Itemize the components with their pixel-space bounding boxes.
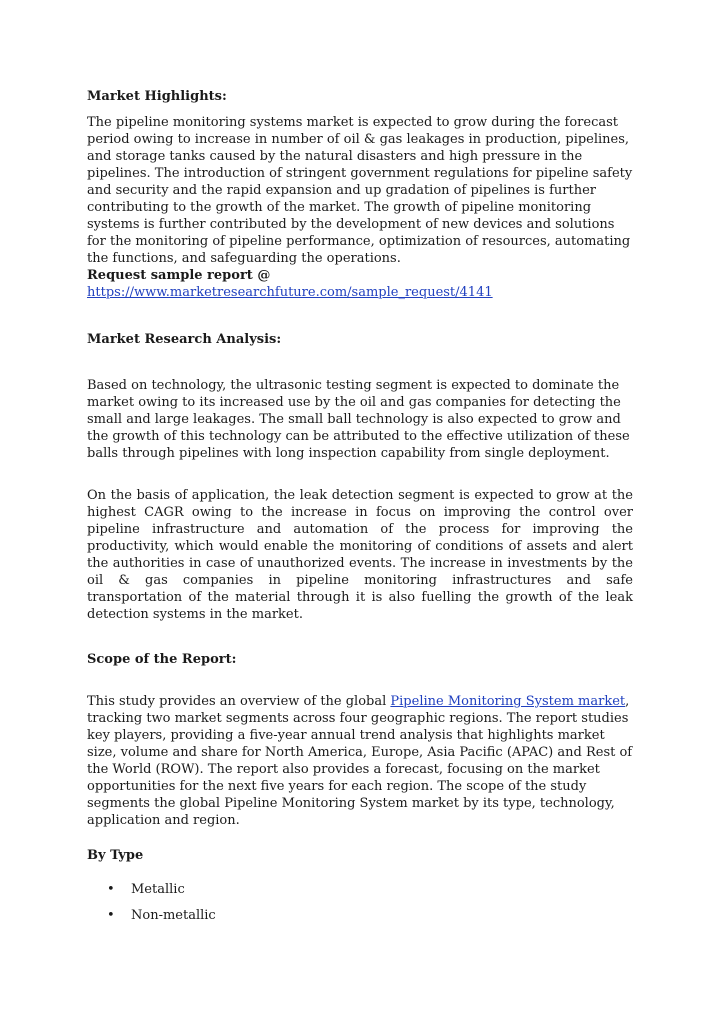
request-sample-label: Request sample report @ [87,268,271,283]
scope-text-start: This study provides an overview of the global [87,694,391,709]
market-highlights-heading: Market Highlights: [87,89,227,104]
scope-heading: Scope of the Report: [87,652,237,667]
list-item [87,881,633,907]
market-highlights-paragraph: The pipeline monitoring systems market is expected to grow during the forecast period owing to increase in number of oil & gas leakages in production, pipelines, and storage tanks caused by the natural disasters and high pressure in the pipelines. The introduction of stringent government regulations for pipeline safety and security and the rapid expansion and up gradation of pipelines is further contributing to the growth of the market. The growth of pipeline monitoring systems is further contributed by the development of new devices and solutions for the monitoring of pipeline performance, optimization of resources, automating the functions, and safeguarding the operations. [87,115,633,266]
application-paragraph: On the basis of application, the leak detection segment is expected to grow at the highest CAGR owing to the increase in focus on improving the control over pipeline infrastructure and automation of the process for improving the productivity, which would enable the monitoring of conditions of assets and alert the authorities in case of unauthorized events. The increase in investments by the oil & gas companies in pipeline monitoring infrastructures and safe transportation of the material through it is also fuelling the growth of the leak detection systems in the market. [87,488,633,622]
pipeline-monitoring-market-link[interactable]: Pipeline Monitoring System market [390,694,626,709]
bullet-icon: • [107,882,115,897]
list-item-label: Non-metallic [131,908,216,923]
scope-paragraph [87,693,633,829]
by-type-heading: By Type [87,848,144,863]
bullet-icon: • [107,908,115,923]
scope-text-rest: , tracking two market segments across four geographic regions. The report studies key players, providing a five-year annual trend analysis that highlights market size, volume and share for North America, Europe, Asia Pacific (APAC) and Rest of the World (ROW). The report also provides a forecast, focusing on the market opportunities for the next five years for each region. The scope of the study segments the global Pipeline Monitoring System market by its type, technology, application and region. [87,694,633,828]
request-sample-line [87,284,633,301]
list-item [87,907,633,933]
list-item-label: Metallic [131,882,185,897]
type-list [87,881,633,933]
technology-paragraph: Based on technology, the ultrasonic testing segment is expected to dominate the market owing to its increased use by the oil and gas companies for detecting the small and large leakages. The small ball technology is also expected to grow and the growth of this technology can be attributed to the effective utilization of these balls through pipelines with long inspection capability from single deployment. [87,378,630,461]
market-research-analysis-heading: Market Research Analysis: [87,332,282,347]
request-sample-link[interactable]: https://www.marketresearchfuture.com/sample_request/4141 [87,285,493,300]
